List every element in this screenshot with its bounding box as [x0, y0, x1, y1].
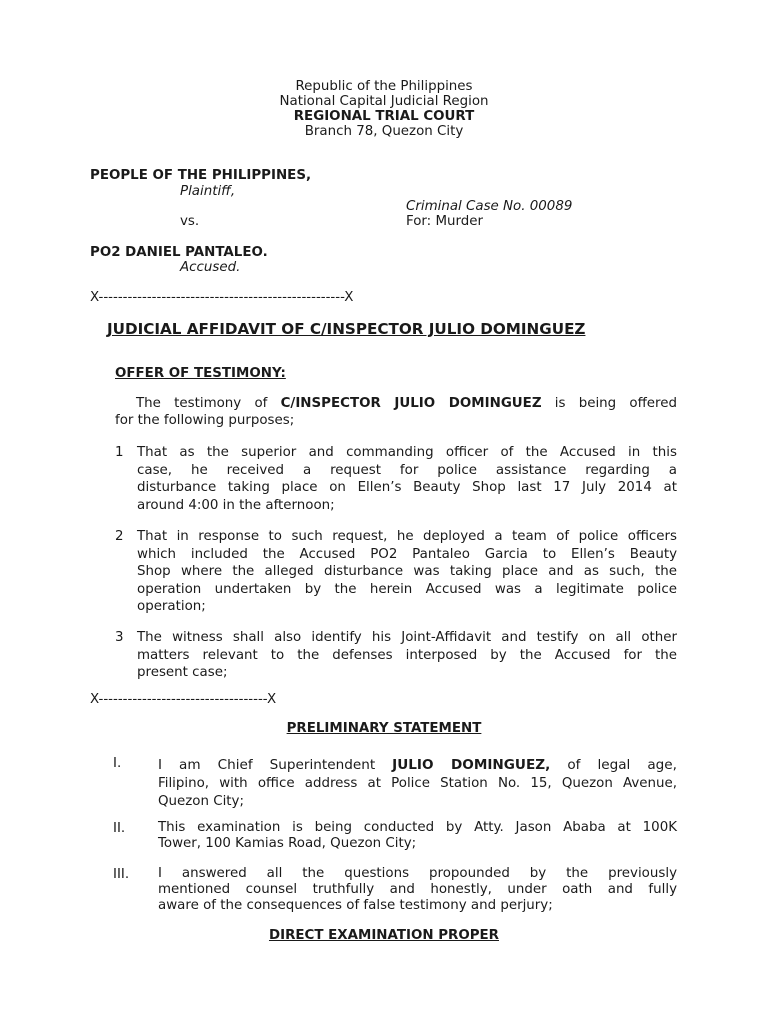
offer-item-line: Shop where the alleged disturbance was taking place and as such, the: [137, 564, 677, 579]
preliminary-item-line: aware of the consequences of false testimony and perjury;: [158, 898, 553, 913]
offer-item-line: disturbance taking place on Ellen’s Beauty Shop last 17 July 2014 at: [137, 480, 677, 495]
offer-intro: The testimony of C/INSPECTOR JULIO DOMINGUEZ is being offered: [136, 396, 677, 411]
offer-item-line: operation;: [137, 599, 206, 614]
separator-line-2: X-----------------------------------X: [90, 692, 277, 707]
preliminary-item-line: This examination is being conducted by Atty. Jason Ababa at 100K: [158, 820, 677, 835]
offer-item-line: That in response to such request, he deployed a team of police officers: [137, 529, 677, 544]
preliminary-item-line: Quezon City;: [158, 794, 244, 809]
preliminary-item-line: Filipino, with office address at Police Station No. 15, Quezon Avenue,: [158, 776, 677, 791]
header-court: REGIONAL TRIAL COURT: [293, 109, 475, 124]
offer-item-number: 2: [115, 529, 124, 544]
offer-item-line: around 4:00 in the afternoon;: [137, 497, 335, 513]
preliminary-item-line: Tower, 100 Kamias Road, Quezon City;: [158, 836, 417, 851]
preliminary-heading: PRELIMINARY STATEMENT: [286, 721, 482, 736]
preliminary-item-number: II.: [113, 821, 126, 836]
versus: vs.: [180, 214, 200, 229]
accused-name: PO2 DANIEL PANTALEO.: [90, 245, 268, 260]
preliminary-item-number: III.: [113, 867, 130, 882]
preliminary-item-line: mentioned counsel truthfully and honestly, under oath and fully: [158, 882, 677, 897]
offer-intro-line2: for the following purposes;: [115, 413, 295, 428]
header-republic: Republic of the Philippines: [295, 79, 473, 94]
direct-exam-heading: DIRECT EXAMINATION PROPER: [268, 928, 499, 943]
offer-item-number: 1: [115, 445, 124, 460]
preliminary-item-number: I.: [113, 756, 122, 771]
offer-item-line: which included the Accused PO2 Pantaleo Garcia to Ellen’s Beauty: [137, 546, 677, 562]
offer-item-number: 3: [115, 630, 124, 645]
offer-item-line: present case;: [137, 665, 228, 680]
preliminary-item-2: [158, 820, 677, 852]
preliminary-item-line: I answered all the questions propounded by the previously: [158, 866, 677, 881]
offer-item-line: case, he received a request for police assistance regarding a: [137, 462, 677, 478]
case-offense: For: Murder: [406, 214, 484, 229]
document-title: JUDICIAL AFFIDAVIT OF C/INSPECTOR JULIO DOMINGUEZ: [107, 320, 586, 338]
preliminary-item-1: [158, 755, 677, 811]
case-number: Criminal Case No. 00089: [406, 199, 573, 214]
offer-item-line: matters relevant to the defenses interposed by the Accused for the: [137, 647, 677, 663]
header-region: National Capital Judicial Region: [279, 94, 489, 109]
offer-item-line: That as the superior and commanding officer of the Accused in this: [137, 445, 677, 460]
preliminary-item-3: [158, 866, 677, 914]
offer-item-2: [137, 528, 677, 616]
header-branch: Branch 78, Quezon City: [304, 124, 464, 139]
offer-item-1: [137, 444, 677, 514]
plaintiff-role: Plaintiff,: [180, 184, 236, 199]
accused-role: Accused.: [180, 260, 241, 275]
offer-item-line: operation undertaken by the herein Accused was a legitimate police: [137, 581, 677, 597]
separator-line: X---------------------------------------------------X: [90, 290, 354, 305]
preliminary-item-line: I am Chief Superintendent JULIO DOMINGUEZ, of legal age,: [158, 757, 677, 773]
plaintiff-name: PEOPLE OF THE PHILIPPINES,: [90, 168, 312, 183]
offer-item-line: The witness shall also identify his Joint-Affidavit and testify on all other: [137, 630, 677, 645]
offer-item-3: [137, 629, 677, 682]
offer-heading: OFFER OF TESTIMONY:: [115, 366, 286, 381]
